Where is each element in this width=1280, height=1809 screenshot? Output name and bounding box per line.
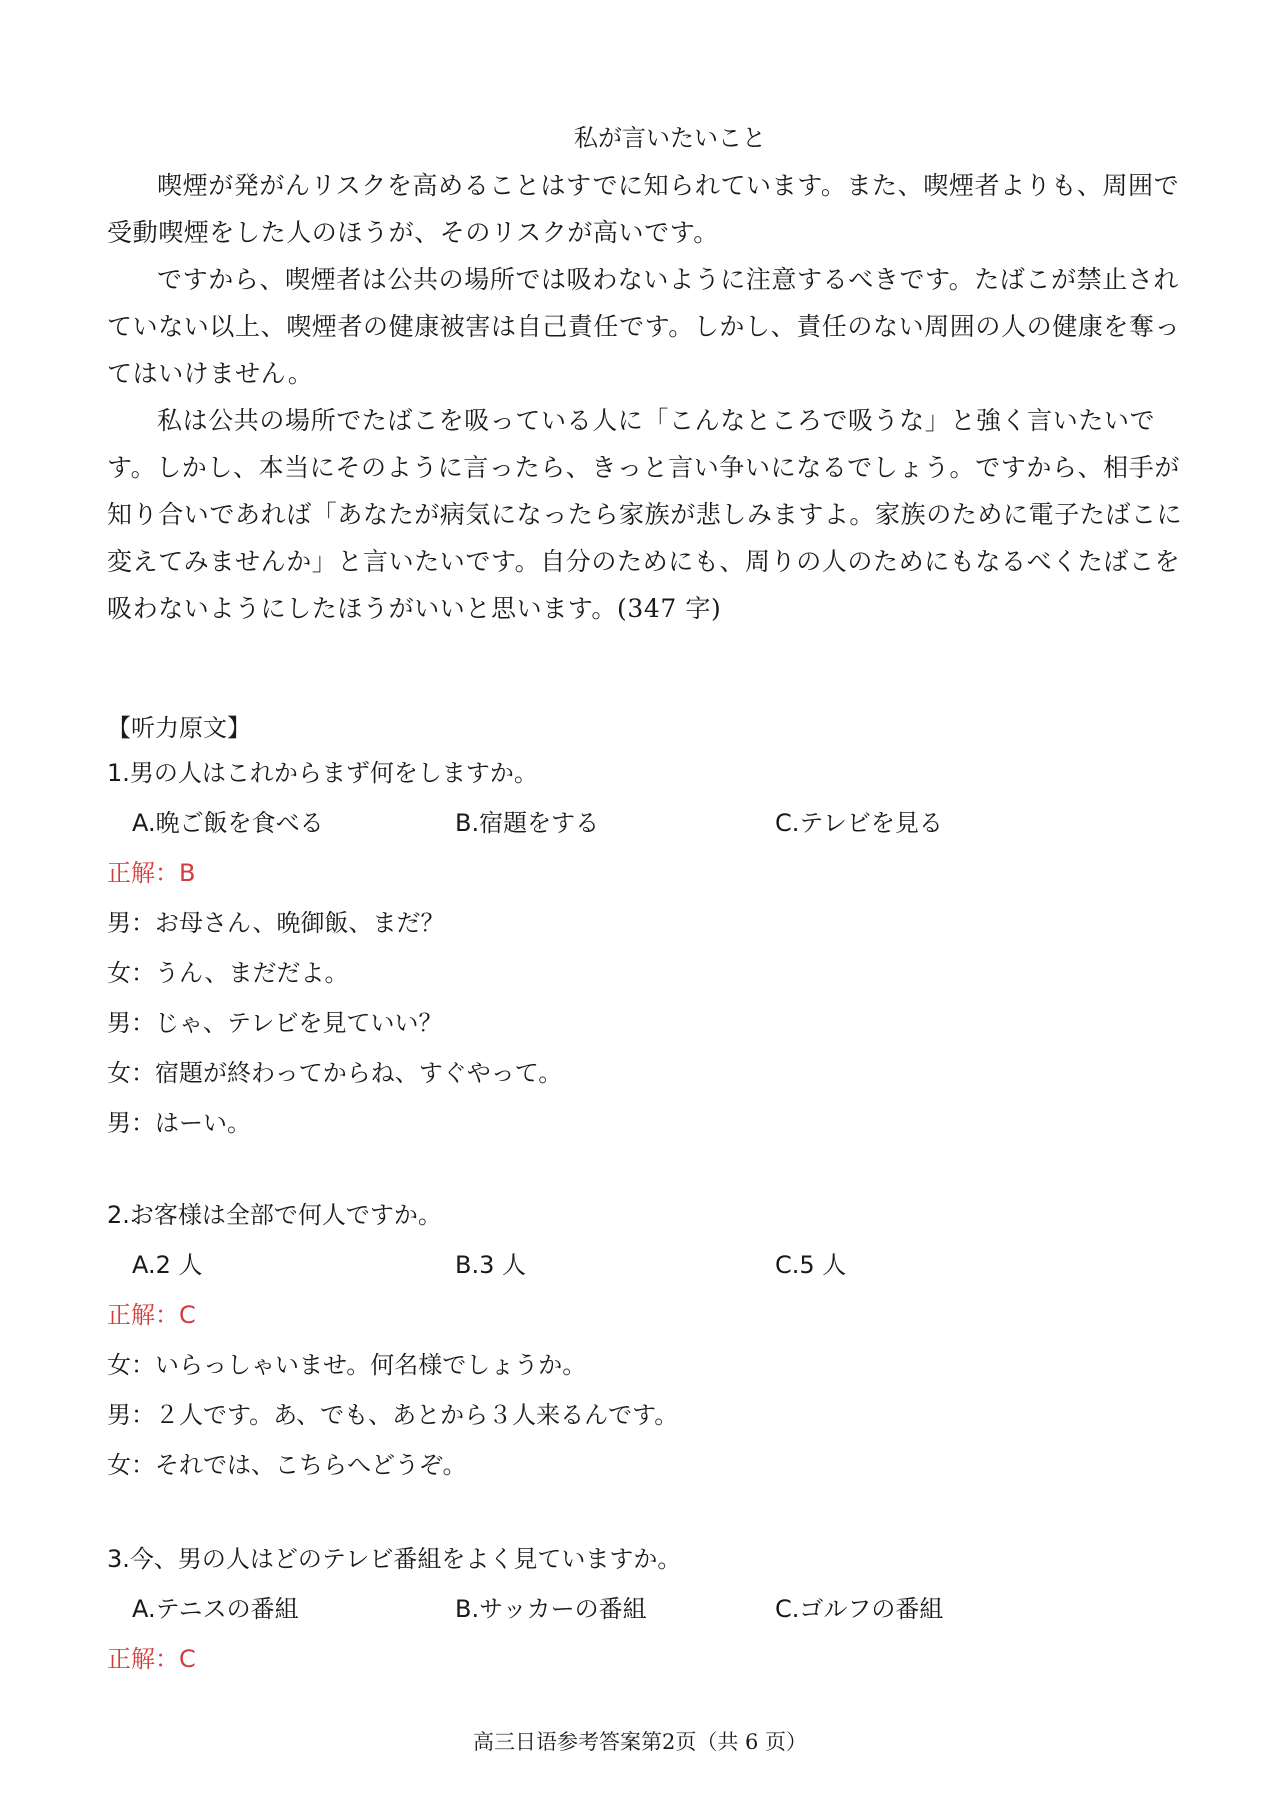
dialogue-line: 男：お母さん、晩御飯、まだ？ bbox=[107, 909, 445, 937]
option-c: C.5 人 bbox=[775, 1251, 847, 1279]
essay-title: 私が言いたいこと bbox=[574, 124, 766, 152]
answer-label: 正解：B bbox=[107, 859, 196, 887]
essay-body bbox=[107, 162, 1185, 632]
essay-paragraph: 喫煙が発がんリスクを高めることはすでに知られています。また、喫煙者よりも、周囲で受動喫煙をした人のほうが、そのリスクが高いです。 bbox=[107, 171, 1180, 247]
option-c: C.テレビを見る bbox=[775, 809, 943, 837]
dialogue-line: 女：うん、まだだよ。 bbox=[107, 959, 349, 987]
question-text: 2.お客様は全部で何人ですか。 bbox=[107, 1201, 442, 1229]
option-c: C.ゴルフの番組 bbox=[775, 1595, 944, 1623]
option-b: B.3 人 bbox=[455, 1251, 526, 1279]
answer-label: 正解：C bbox=[107, 1645, 196, 1673]
option-row bbox=[107, 1594, 944, 1624]
question-text: 1.男の人はこれからまず何をしますか。 bbox=[107, 759, 538, 787]
question-block-2 bbox=[107, 1200, 847, 1480]
option-a: A.テニスの番組 bbox=[132, 1595, 299, 1623]
dialogue-line: 男：はーい。 bbox=[107, 1109, 251, 1137]
option-a: A.2 人 bbox=[132, 1251, 203, 1279]
option-row bbox=[107, 808, 943, 838]
question-text: 3.今、男の人はどのテレビ番組をよく見ていますか。 bbox=[107, 1545, 682, 1573]
dialogue-line: 女：いらっしゃいませ。何名様でしょうか。 bbox=[107, 1351, 587, 1379]
option-b: B.サッカーの番組 bbox=[455, 1595, 647, 1623]
option-a: A.晩ご飯を食べる bbox=[132, 809, 324, 837]
answer-label: 正解：C bbox=[107, 1301, 196, 1329]
option-b: B.宿題をする bbox=[455, 809, 600, 837]
dialogue-line: 男：２人です。あ、でも、あとから３人来るんです。 bbox=[107, 1401, 679, 1429]
page-footer: 高三日语参考答案第2页（共 6 页） bbox=[472, 1730, 808, 1754]
listening-section-title: 【听力原文】 bbox=[107, 714, 251, 742]
essay-paragraph: 私は公共の場所でたばこを吸っている人に「こんなところで吸うな」と強く言いたいです。しかし、本当にそのように言ったら、きっと言い争いになるでしょう。ですから、相手が知り合いであれば「あなたが病気になったら家族が悲しみますよ。家族のために電子たばこに変えてみませんか」と言いたいです。自分のためにも、周りの人のためにもなるべくたばこを吸わないようにしたほうがいいと思います。(347 字) bbox=[107, 406, 1183, 623]
dialogue-line: 女：宿題が終わってからね、すぐやって。 bbox=[107, 1059, 563, 1087]
option-row bbox=[107, 1250, 847, 1280]
dialogue-line: 女：それでは、こちらへどうぞ。 bbox=[107, 1451, 467, 1479]
dialogue-line: 男：じゃ、テレビを見ていい？ bbox=[107, 1009, 443, 1037]
question-block-3 bbox=[107, 1544, 944, 1674]
essay-paragraph: ですから、喫煙者は公共の場所では吸わないように注意するべきです。たばこが禁止されていない以上、喫煙者の健康被害は自己責任です。しかし、責任のない周囲の人の健康を奪ってはいけません。 bbox=[107, 265, 1181, 388]
question-block-1 bbox=[107, 758, 943, 1138]
